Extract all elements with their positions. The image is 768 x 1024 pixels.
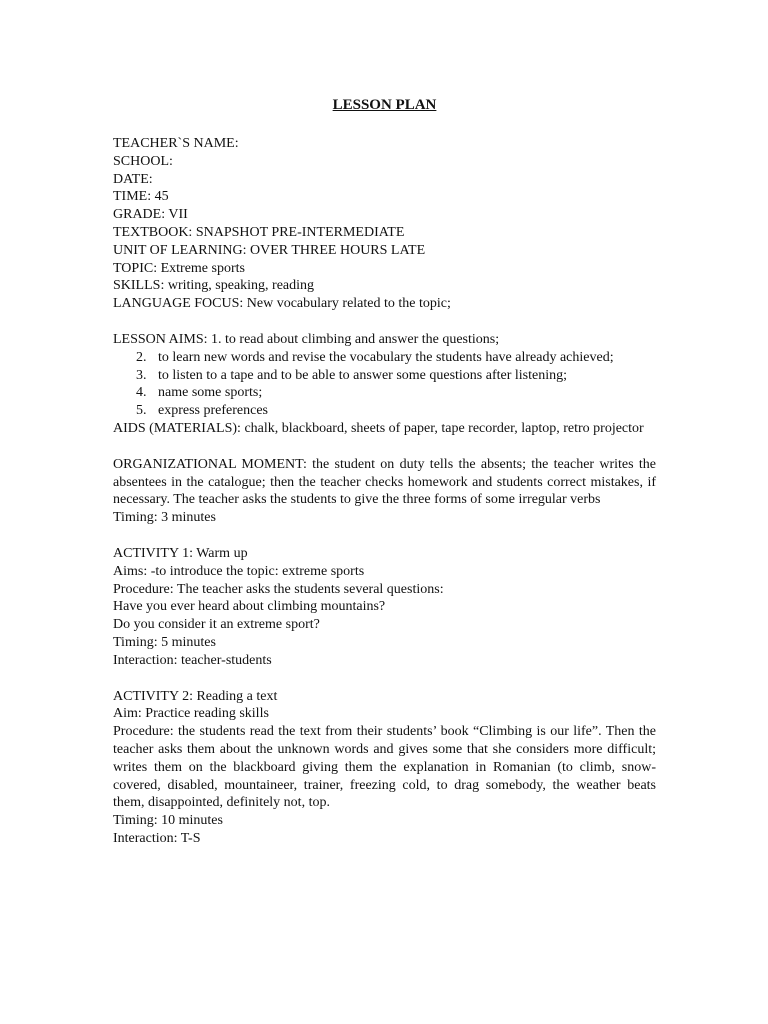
spacer xyxy=(113,313,656,331)
spacer xyxy=(113,670,656,688)
unit-line: UNIT OF LEARNING: OVER THREE HOURS LATE xyxy=(113,242,426,258)
list-item-text: name some sports; xyxy=(158,385,263,401)
grade-line: GRADE: VII xyxy=(113,207,188,223)
topic-line: TOPIC: Extreme sports xyxy=(113,260,245,276)
aids-materials: AIDS (MATERIALS): chalk, blackboard, sheets of paper, tape recorder, laptop, retro projector xyxy=(113,420,644,436)
lesson-aims-list xyxy=(113,349,656,420)
list-item-number: 3. xyxy=(136,367,147,383)
organizational-moment-section xyxy=(113,456,656,527)
activity-1-title: ACTIVITY 1: Warm up xyxy=(113,545,248,561)
list-item-text: to learn new words and revise the vocabulary the students have already achieved; xyxy=(158,349,614,365)
activity-2-timing: Timing: 10 minutes xyxy=(113,813,223,829)
textbook-line: TEXTBOOK: SNAPSHOT PRE-INTERMEDIATE xyxy=(113,224,405,240)
activity-1-section xyxy=(113,545,656,670)
activity-1-interaction: Interaction: teacher-students xyxy=(113,652,272,668)
spacer xyxy=(113,438,656,456)
lesson-aims-section xyxy=(113,331,656,438)
activity-2-aim: Aim: Practice reading skills xyxy=(113,706,269,722)
document-title: LESSON PLAN xyxy=(332,97,437,113)
list-item-number: 4. xyxy=(136,385,147,401)
organizational-moment-text: ORGANIZATIONAL MOMENT: the student on duty tells the absents; the teacher writes the absentees in the catalogue; then the teacher checks homework and students correct mistakes, if necessary. The teacher asks the students to give the three forms of some irregular verbs xyxy=(113,456,656,508)
skills-line: SKILLS: writing, speaking, reading xyxy=(113,278,315,294)
list-item xyxy=(113,384,656,402)
date-line: DATE: xyxy=(113,171,153,187)
list-item-text: to listen to a tape and to be able to answer some questions after listening; xyxy=(158,367,568,383)
time-line: TIME: 45 xyxy=(113,189,169,205)
activity-1-procedure: Procedure: The teacher asks the students several questions: xyxy=(113,581,444,597)
lesson-aims-first: LESSON AIMS: 1. to read about climbing and answer the questions; xyxy=(113,331,500,347)
organizational-timing: Timing: 3 minutes xyxy=(113,510,216,526)
activity-2-procedure: Procedure: the students read the text from their students’ book “Climbing is our life”. Then the teacher asks them about the unknown words and gives some that she considers more difficult; writes them on the blackboard giving them the explanation in Romanian (to climb, snow-covered, disabled, mountaineer, trainer, freezing cold, to drag somebody, the weather beats them, disappointed, definitely not, top. xyxy=(113,724,656,811)
language-focus-line: LANGUAGE FOCUS: New vocabulary related to the topic; xyxy=(113,296,451,312)
header-block xyxy=(113,135,656,313)
list-item-text: express preferences xyxy=(158,403,268,419)
activity-2-interaction: Interaction: T-S xyxy=(113,830,201,846)
activity-1-timing: Timing: 5 minutes xyxy=(113,634,216,650)
teacher-name-line: TEACHER`S NAME: xyxy=(113,136,239,151)
spacer xyxy=(113,527,656,545)
list-item-number: 2. xyxy=(136,349,147,365)
list-item xyxy=(113,349,656,367)
lesson-plan-page xyxy=(113,95,656,848)
list-item xyxy=(113,367,656,385)
list-item xyxy=(113,402,656,420)
school-line: SCHOOL: xyxy=(113,153,173,169)
activity-1-question-2: Do you consider it an extreme sport? xyxy=(113,617,320,633)
activity-1-aims: Aims: -to introduce the topic: extreme sports xyxy=(113,563,365,579)
activity-1-question-1: Have you ever heard about climbing mountains? xyxy=(113,599,386,615)
list-item-number: 5. xyxy=(136,403,147,419)
activity-2-title: ACTIVITY 2: Reading a text xyxy=(113,688,278,704)
activity-2-section xyxy=(113,688,656,848)
